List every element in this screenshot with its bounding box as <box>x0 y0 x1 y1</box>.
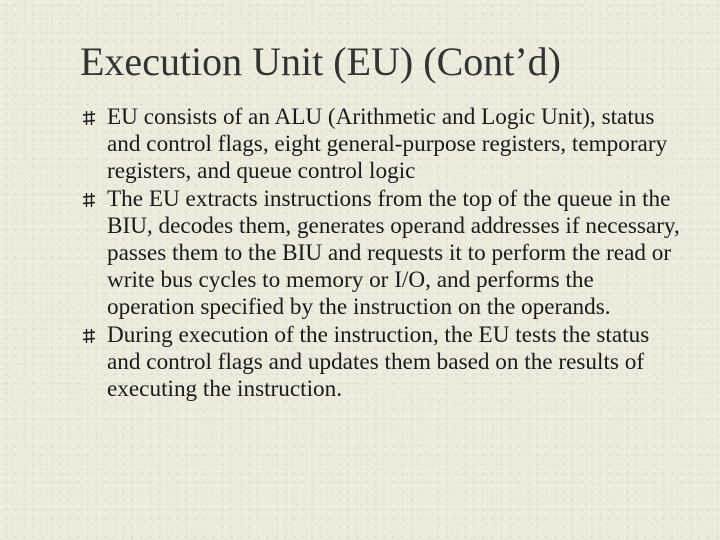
slide-title: Execution Unit (EU) (Cont’d) <box>80 39 561 84</box>
bullet-text: During execution of the instruction, the EU tests the status and control flags and updates them based on the results of executing the instruction. <box>107 321 650 403</box>
hash-bullet-icon <box>82 328 96 344</box>
bullet-item-alu <box>80 104 680 186</box>
bullet-text: EU consists of an ALU (Arithmetic and Logic Unit), status and control flags, eight general-purpose registers, temporary registers, and queue control logic <box>107 104 668 185</box>
bullet-list <box>80 104 680 403</box>
bullet-item-extract <box>80 186 680 322</box>
hash-bullet-icon <box>82 192 96 208</box>
bullet-item-execution <box>80 322 680 404</box>
hash-bullet-icon <box>82 110 96 126</box>
bullet-text: The EU extracts instructions from the top of the queue in the BIU, decodes them, generates operand addresses if necessary, passes them to the BIU and requests it to perform the read or write bus cycles to memory or I/O, and performs the operation specified by the instruction on the operands. <box>107 185 680 321</box>
